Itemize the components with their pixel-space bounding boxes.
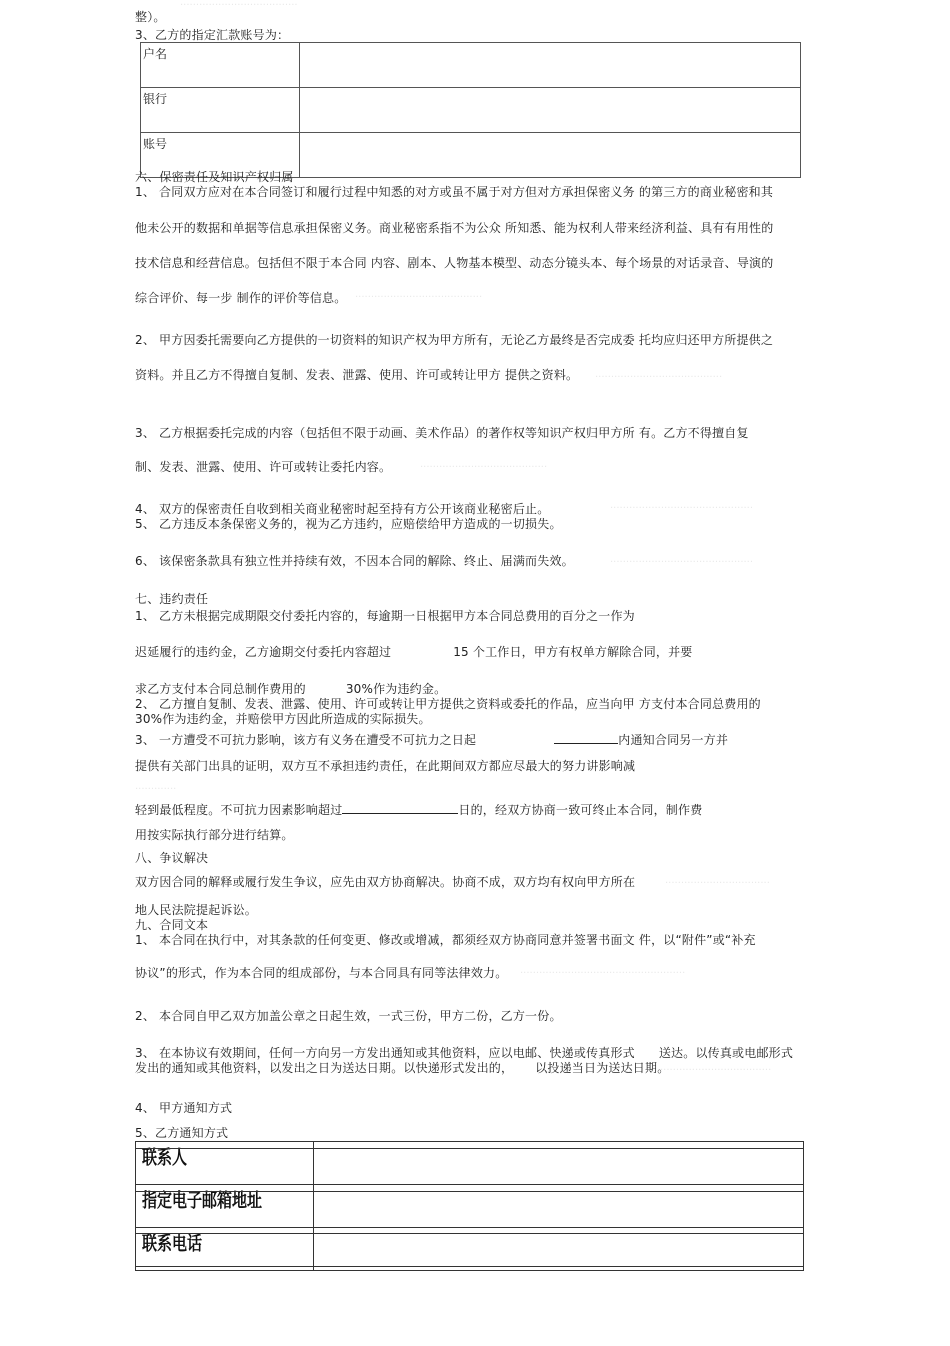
faint-text: ·································	[665, 878, 770, 889]
text-line: 4、 双方的保密责任自收到相关商业秘密时起至持有方公开该商业秘密后止。	[135, 502, 550, 516]
text-line: 2、 乙方擅自复制、发表、泄露、使用、许可或转让甲方提供之资料或委托的作品，应当向甲 方支付本合同总费用的	[135, 697, 761, 711]
account-label: 户名	[141, 43, 300, 88]
text-line: 地人民法院提起诉讼。	[135, 903, 258, 917]
account-value-cell	[300, 133, 801, 178]
table-rule	[135, 1148, 804, 1149]
text-line: 制、发表、泄露、使用、许可或转让委托内容。	[135, 460, 392, 474]
faint-text: ·············································	[610, 503, 754, 514]
text-line: 用按实际执行部分进行结算。	[135, 828, 294, 842]
text-fragment: 日的，经双方协商一致可终止本合同，制作费	[458, 803, 703, 817]
table-rule	[135, 1266, 804, 1267]
text-line: 30%作为违约金，并赔偿甲方因此所造成的实际损失。	[135, 712, 431, 726]
faint-text: ········································	[595, 372, 723, 383]
account-label: 银行	[141, 88, 300, 133]
text-line: 5、 乙方违反本条保密义务的，视为乙方违约，应赔偿给甲方造成的一切损失。	[135, 517, 562, 531]
section-heading: 六、保密责任及知识产权归属	[135, 170, 294, 184]
account-table	[140, 42, 801, 178]
text-fragment: 发出的通知或其他资料，以发出之日为送达日期。以快递形式发出的，	[135, 1061, 514, 1075]
notice-table	[135, 1141, 804, 1271]
text-line	[135, 1046, 793, 1061]
faint-text: ····················································	[520, 968, 686, 979]
text-fragment: 内通知合同另一方并	[618, 733, 729, 747]
faint-text: ·············································	[610, 557, 754, 568]
text-line: 1、 合同双方应对在本合同签订和履行过程中知悉的对方或虽不属于对方但对方承担保密义务 的第三方的商业秘密和其	[135, 185, 774, 199]
section-heading: 七、违约责任	[135, 592, 209, 606]
text-fragment: 以投递当日为送达日期。	[535, 1061, 670, 1075]
text-line: 技术信息和经营信息。包括但不限于本合同 内容、剧本、人物基本模型、动态分镜头本、每个场景的对话录音、导演的	[135, 256, 774, 270]
account-label: 账号	[141, 133, 300, 178]
notice-label: 联系人	[136, 1142, 314, 1196]
text-fragment: 3、 一方遭受不可抗力影响，该方有义务在遭受不可抗力之日起	[135, 733, 477, 747]
text-line	[135, 645, 693, 660]
text-line: 1、 本合同在执行中，对其条款的任何变更、修改或增减，都须经双方协商同意并签署书面文 件，以“附件”或“补充	[135, 933, 756, 947]
text-fragment: 30%作为违约金。	[345, 682, 447, 696]
section-heading: 3、乙方的指定汇款账号为：	[135, 28, 290, 42]
text-line: 2、 本合同自甲乙双方加盖公章之日起生效，一式三份，甲方二份，乙方一份。	[135, 1009, 562, 1023]
text-line: 4、 甲方通知方式	[135, 1101, 233, 1115]
text-line: 提供有关部门出具的证明，双方互不承担违约责任，在此期间双方都应尽最大的努力讲影响减	[135, 759, 636, 773]
fill-in-blank[interactable]	[554, 731, 618, 744]
text-fragment: 迟延履行的违约金，乙方逾期交付委托内容超过	[135, 645, 392, 659]
text-line: 整）。	[135, 10, 166, 24]
account-value-cell	[300, 43, 801, 88]
faint-text: ···································	[660, 1065, 772, 1076]
text-fragment: 15 个工作日，甲方有权单方解除合同，并要	[453, 645, 693, 659]
table-rule	[135, 1233, 804, 1234]
section-heading: 八、争议解决	[135, 851, 209, 865]
text-line: 协议”的形式，作为本合同的组成部份，与本合同具有同等法律效力。	[135, 966, 508, 980]
table-rule	[135, 1191, 804, 1192]
text-line	[135, 682, 446, 697]
notice-label: 联系电话	[136, 1228, 314, 1282]
text-line	[135, 801, 702, 818]
text-fragment: 送达。以传真或电邮形式	[658, 1046, 794, 1060]
faint-text: ········································	[420, 462, 548, 473]
text-fragment: 求乙方支付本合同总制作费用的	[135, 682, 306, 696]
text-line: 5、乙方通知方式	[135, 1126, 229, 1140]
faint-text: ········································	[355, 292, 483, 303]
text-line	[135, 1061, 669, 1076]
text-line: 他未公开的数据和单据等信息承担保密义务。商业秘密系指不为公众 所知悉、能为权利人带来经济利益、具有有用性的	[135, 221, 774, 235]
fill-in-blank[interactable]	[342, 801, 458, 814]
section-heading: 九、合同文本	[135, 918, 209, 932]
text-line: 双方因合同的解释或履行发生争议，应先由双方协商解决。协商不成，双方均有权向甲方所在	[135, 875, 636, 889]
account-value-cell	[300, 88, 801, 133]
text-line	[135, 731, 728, 748]
text-line: 6、 该保密条款具有独立性并持续有效，不因本合同的解除、终止、届满而失效。	[135, 554, 574, 568]
faint-text: ·············	[135, 784, 177, 795]
text-fragment: 3、 在本协议有效期间，任何一方向另一方发出通知或其他资料，应以电邮、快递或传真形式	[135, 1046, 635, 1060]
text-line: 3、 乙方根据委托完成的内容（包括但不限于动画、美术作品）的著作权等知识产权归甲方所 有。乙方不得擅自复	[135, 426, 749, 440]
faint-text: ·····································	[180, 0, 298, 11]
notice-label: 指定电子邮箱地址	[136, 1185, 314, 1239]
text-line: 2、 甲方因委托需要向乙方提供的一切资料的知识产权为甲方所有，无论乙方最终是否完成委 托均应归还甲方所提供之	[135, 333, 774, 347]
text-fragment: 轻到最低程度。不可抗力因素影响超过	[135, 803, 343, 817]
text-line: 1、 乙方未根据完成期限交付委托内容的，每逾期一日根据甲方本合同总费用的百分之一作为	[135, 609, 635, 623]
text-line: 综合评价、每一步 制作的评价等信息。	[135, 291, 347, 305]
text-line: 资料。并且乙方不得擅自复制、发表、泄露、使用、许可或转让甲方 提供之资料。	[135, 368, 579, 382]
